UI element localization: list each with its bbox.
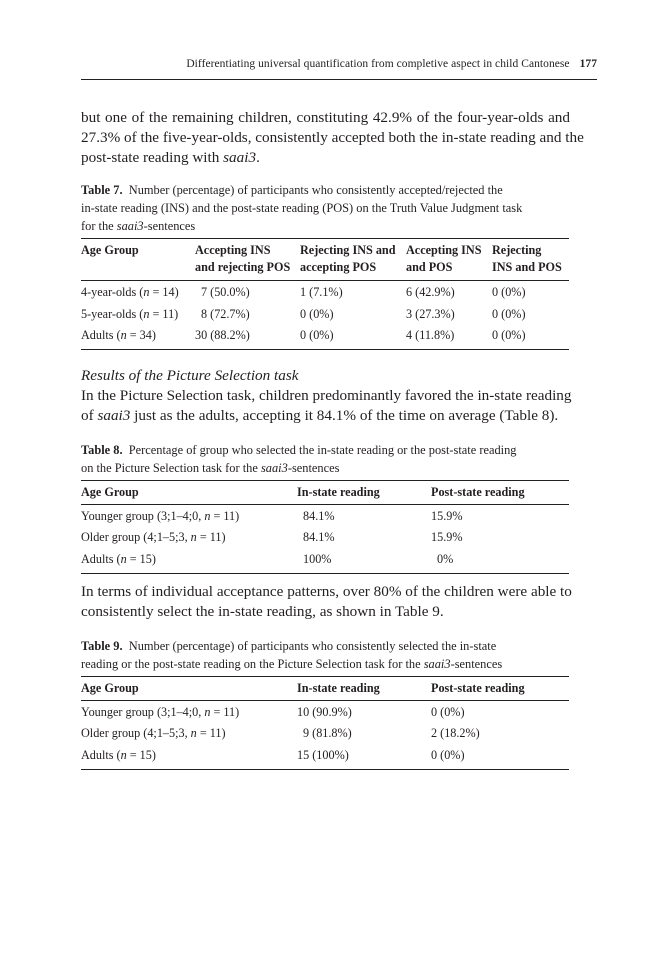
- table-row: Older group (4;1–5;3, n = 11) 9 (81.8%) 2 (18.2%): [81, 725, 480, 740]
- table-9-label: Table 9.: [81, 639, 123, 653]
- paragraph-1-line-1: but one of the remaining children, constituting 42.9% of the four-year-olds and: [81, 109, 570, 126]
- table-8: [81, 480, 569, 574]
- table-8-header-age-group: Age Group: [81, 485, 139, 499]
- table-7-header-row: [81, 239, 569, 281]
- table-8-header-row: [81, 481, 569, 505]
- term-saai3: saai3: [223, 149, 257, 166]
- table-row: 4-year-olds (n = 14) 7 (50.0%) 1 (7.1%) 6 (42.9%) 0 (0%): [81, 285, 526, 299]
- paragraph-1-line-3: post-state reading with saai3.: [81, 149, 260, 166]
- table-7-header-acc-both: Accepting INS and POS: [406, 243, 482, 274]
- table-7-caption: Table 7. Number (percentage) of participants who consistently accepted/rejected the in-state reading (INS) and the post-state reading (POS) on the Truth Value Judgment task for the saai3-sentences: [81, 183, 523, 233]
- table-9-caption: Table 9. Number (percentage) of participants who consistently selected the in-state reading or the post-state reading on the Picture Selection task for the saai3-sentences: [81, 639, 503, 671]
- running-head: [81, 58, 597, 70]
- table-7-header-rej-ins-acc-pos: Rejecting INS and accepting POS: [300, 243, 396, 274]
- table-row: 5-year-olds (n = 11) 8 (72.7%) 0 (0%) 3 (27.3%) 0 (0%): [81, 306, 526, 321]
- table-row: Adults (n = 15) 15 (100%) 0 (0%): [81, 744, 569, 770]
- paragraph-3-line-2: consistently select the in-state reading, as shown in Table 9.: [81, 603, 444, 620]
- section-heading: Results of the Picture Selection task: [81, 367, 299, 384]
- table-row: Adults (n = 34) 30 (88.2%) 0 (0%) 4 (11.8%) 0 (0%): [81, 324, 569, 350]
- table-9-header-post-state: Post-state reading: [431, 681, 525, 695]
- table-8-caption: Table 8. Percentage of group who selected the in-state reading or the post-state reading on the Picture Selection task for the saai3-sentences: [81, 443, 517, 475]
- running-head-title: Differentiating universal quantification from completive aspect in child Cantonese: [186, 58, 570, 70]
- table-8-label: Table 8.: [81, 443, 123, 457]
- table-7: [81, 238, 569, 350]
- table-7-label: Table 7.: [81, 183, 123, 197]
- paragraph-3-line-1: In terms of individual acceptance patterns, over 80% of the children were able to: [81, 583, 572, 600]
- table-7-header-rej-both: Rejecting INS and POS: [492, 243, 562, 274]
- table-row: Adults (n = 15) 100% 0%: [81, 548, 569, 574]
- table-8-header-in-state: In-state reading: [297, 485, 380, 499]
- paragraph-2-line-1: In the Picture Selection task, children predominantly favored the in-state reading: [81, 387, 572, 404]
- paragraph-1: [81, 108, 584, 168]
- table-row: Younger group (3;1–4;0, n = 11) 10 (90.9%) 0 (0%): [81, 705, 465, 719]
- table-9-header-row: [81, 677, 569, 701]
- paragraph-2: [81, 386, 570, 426]
- header-rule: [81, 79, 597, 80]
- table-9-header-in-state: In-state reading: [297, 681, 380, 695]
- table-9-header-age-group: Age Group: [81, 681, 139, 695]
- table-7-header-acc-ins-rej-pos: Accepting INS and rejecting POS: [195, 243, 291, 274]
- paragraph-1-line-2: 27.3% of the five-year-olds, consistently accepted both the in-state reading and the: [81, 129, 584, 146]
- table-7-header-age-group: Age Group: [81, 243, 139, 257]
- table-8-header-post-state: Post-state reading: [431, 485, 525, 499]
- paragraph-2-line-2: of saai3 just as the adults, accepting it 84.1% of the time on average (Table 8).: [81, 407, 559, 424]
- table-row: Younger group (3;1–4;0, n = 11) 84.1% 15.9%: [81, 509, 463, 523]
- page-number: 177: [579, 58, 597, 70]
- paragraph-3: [81, 582, 570, 622]
- table-row: Older group (4;1–5;3, n = 11) 84.1% 15.9%: [81, 529, 463, 544]
- table-9: [81, 676, 569, 770]
